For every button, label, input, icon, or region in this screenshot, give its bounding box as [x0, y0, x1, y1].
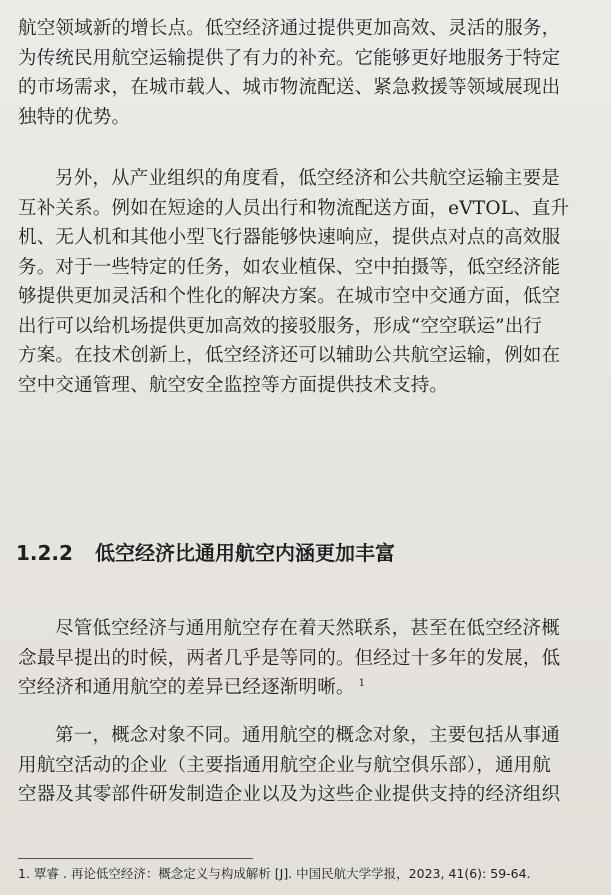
text-line: [18, 673, 560, 703]
text-line: 为传统民用航空运输提供了有力的补充。它能够更好地服务于特定: [18, 47, 561, 69]
text-line: 出行可以给机场提供更加高效的接驳服务，形成“空空联运”出行: [18, 315, 543, 337]
section-title: 低空经济比通用航空内涵更加丰富: [94, 541, 395, 565]
text-line: 另外，从产业组织的角度看，低空经济和公共航空运输主要是: [55, 168, 560, 189]
text-line: 空中交通管理、航空安全监控等方面提供技术支持。: [18, 374, 449, 396]
paragraph-3: [18, 614, 560, 703]
text-line: 互补关系。例如在短途的人员出行和物流配送方面，eVTOL、直升: [18, 197, 570, 219]
paragraph-4: [18, 721, 560, 810]
text-line: 第一，概念对象不同。通用航空的概念对象，主要包括从事通: [55, 725, 560, 746]
text-line: 的市场需求，在城市载人、城市物流配送、紧急救援等领域展现出: [18, 77, 561, 98]
text-line: 尽管低空经济与通用航空存在着天然联系，甚至在低空经济概: [55, 618, 560, 639]
paragraph-2: [18, 164, 569, 400]
footnote-marker[interactable]: 1: [358, 677, 366, 689]
text-line: 念最早提出的时候，两者几乎是等同的。但经过十多年的发展，低: [18, 647, 561, 669]
text-line: 够提供更加灵活和个性化的解决方案。在城市空中交通方面，低空: [18, 286, 561, 307]
section-heading: [16, 537, 395, 566]
paragraph-1: [18, 14, 560, 132]
footnote-divider: [18, 858, 253, 859]
text-line: 机、无人机和其他小型飞行器能够快速响应，提供点对点的高效服: [18, 227, 561, 248]
section-number: 1.2.2: [16, 541, 73, 565]
text-line: 用航空活动的企业（主要指通用航空企业与航空俱乐部），通用航: [18, 754, 552, 776]
text-line: 独特的优势。: [18, 106, 131, 128]
text-line: 空器及其零部件研发制造企业以及为这些企业提供支持的经济组织: [18, 784, 561, 805]
text-line: 方案。在技术创新上，低空经济还可以辅助公共航空运输，例如在: [18, 345, 561, 366]
text-span: 空经济和通用航空的差异已经逐渐明晰。: [18, 677, 355, 698]
text-line: 航空领域新的增长点。低空经济通过提供更加高效、灵活的服务，: [18, 18, 561, 39]
text-line: 务。对于一些特定的任务，如农业植保、空中拍摄等，低空经济能: [18, 256, 561, 278]
footnote: 1. 覃睿 . 再论低空经济：概念定义与构成解析 [J]. 中国民航大学学报，2023, 41(6): 59-64.: [18, 866, 531, 881]
